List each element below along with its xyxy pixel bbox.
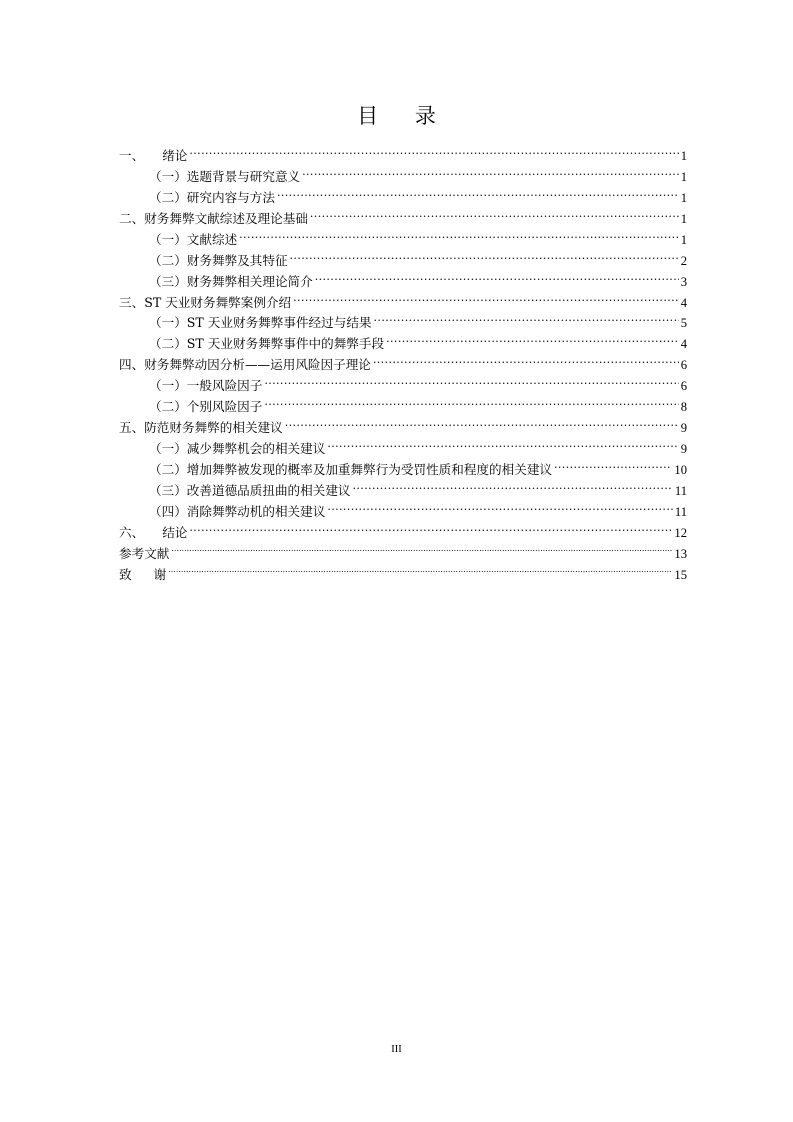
toc-entry-text: （一）ST 天业财务舞弊事件经过与结果 — [149, 315, 372, 331]
toc-leader-dots — [293, 286, 679, 307]
toc-leader-dots — [171, 537, 672, 558]
toc-entry-page: 1 — [680, 169, 687, 184]
toc-entry-text: （二）增加舞弊被发现的概率及加重舞弊行为受罚性质和程度的相关建议 — [149, 462, 552, 477]
toc-entry-text: 结论 — [162, 524, 188, 540]
toc-entry-page: 13 — [674, 546, 687, 561]
toc-entry-label — [149, 481, 351, 502]
toc-leader-dots — [290, 244, 679, 265]
toc-entry-page: 15 — [674, 567, 687, 582]
toc-entry-text: （一）文献综述 — [149, 231, 238, 247]
toc-entry-label — [149, 313, 372, 334]
toc-entry-label — [119, 146, 187, 167]
toc-entry-label — [149, 230, 237, 251]
page-title-char-2: 录 — [414, 104, 436, 128]
toc-entry-page: 4 — [680, 337, 687, 352]
toc-entry-page: 11 — [674, 483, 687, 498]
toc-entry-page: 1 — [680, 232, 687, 247]
toc-entry-label — [119, 565, 166, 586]
toc-entry-label — [149, 397, 262, 418]
toc-entry-prefix: 六、 — [119, 524, 145, 540]
toc-leader-dots — [285, 411, 679, 432]
toc-entry-page: 1 — [680, 148, 687, 163]
toc-entry-label — [149, 334, 384, 355]
toc-entry-page: 1 — [680, 190, 687, 205]
toc-leader-dots — [386, 327, 679, 348]
toc-entry-page: 11 — [674, 504, 687, 519]
toc-entry-page: 9 — [680, 442, 687, 457]
toc-entry-page: 4 — [680, 295, 687, 310]
toc-entry-page: 6 — [680, 358, 687, 373]
toc-entry-label — [119, 418, 283, 439]
toc-entry-label — [149, 439, 325, 460]
toc-leader-dots — [327, 495, 673, 516]
toc-entry-label — [119, 544, 169, 565]
toc-entry-page: 1 — [680, 211, 687, 226]
page-number: III — [391, 1044, 402, 1055]
toc-entry-text: （四）消除舞弊动机的相关建议 — [149, 503, 326, 519]
toc-leader-dots — [327, 432, 678, 453]
toc-entry-prefix: 致 — [119, 566, 132, 582]
toc-entry-label — [119, 293, 291, 314]
toc-entry-page: 2 — [680, 253, 687, 268]
toc-leader-dots — [374, 307, 679, 328]
table-of-contents — [119, 139, 687, 582]
toc-leader-dots — [189, 516, 672, 537]
toc-leader-dots — [239, 223, 679, 244]
toc-leader-dots — [302, 160, 679, 181]
toc-leader-dots — [277, 181, 679, 202]
toc-leader-dots — [554, 453, 672, 474]
toc-entry[interactable] — [119, 160, 687, 184]
toc-entry-label — [149, 251, 288, 272]
toc-entry[interactable] — [119, 537, 687, 561]
toc-entry-text: 四、财务舞弊动因分析——运用风险因子理论 — [119, 357, 371, 373]
toc-entry-page: 3 — [680, 274, 687, 289]
toc-entry-text: （一）一般风险因子 — [149, 378, 263, 394]
page-title — [0, 104, 793, 128]
toc-entry-text: 二、财务舞弊文献综述及理论基础 — [119, 210, 308, 226]
toc-entry-text: 参考文献 — [119, 545, 170, 561]
toc-leader-dots — [264, 369, 678, 390]
toc-entry-page: 12 — [674, 525, 687, 540]
toc-entry-text: （三）财务舞弊相关理论简介 — [149, 273, 313, 289]
toc-leader-dots — [310, 202, 679, 223]
toc-entry-text: （二）研究内容与方法 — [149, 189, 275, 205]
toc-leader-dots — [264, 390, 678, 411]
toc-entry-page: 8 — [680, 400, 687, 415]
toc-entry-page: 9 — [680, 421, 687, 436]
page-title-char-1: 目 — [357, 104, 379, 128]
toc-leader-dots — [168, 558, 672, 579]
toc-entry[interactable] — [119, 516, 687, 540]
toc-entry-label — [149, 272, 313, 293]
toc-entry[interactable] — [119, 139, 687, 163]
toc-entry-text: 五、防范财务舞弊的相关建议 — [119, 420, 283, 436]
toc-entry-text: 谢 — [153, 566, 167, 582]
toc-entry-text: （一）减少舞弊机会的相关建议 — [149, 441, 326, 457]
toc-entry-text: （二）个别风险因子 — [149, 399, 263, 415]
toc-entry-text: 绪论 — [162, 147, 188, 163]
toc-entry-page: 6 — [680, 379, 687, 394]
toc-entry-label — [149, 188, 275, 209]
toc-entry-text: （一）选题背景与研究意义 — [149, 168, 301, 184]
toc-entry-page: 5 — [680, 316, 687, 331]
toc-entry-text: （二）ST 天业财务舞弊事件中的舞弊手段 — [149, 336, 385, 352]
toc-entry-text: （二）财务舞弊及其特征 — [149, 252, 288, 268]
toc-leader-dots — [189, 139, 678, 160]
toc-leader-dots — [315, 265, 679, 286]
toc-leader-dots — [373, 348, 679, 369]
toc-entry[interactable] — [119, 558, 687, 582]
toc-leader-dots — [353, 474, 673, 495]
toc-entry-text: 三、ST 天业财务舞弊案例介绍 — [119, 294, 292, 310]
toc-entry-prefix: 一、 — [119, 147, 145, 163]
toc-entry-page: 10 — [674, 463, 687, 477]
toc-entry-label — [149, 376, 262, 397]
toc-entry-text: （三）改善道德品质扭曲的相关建议 — [149, 482, 351, 498]
